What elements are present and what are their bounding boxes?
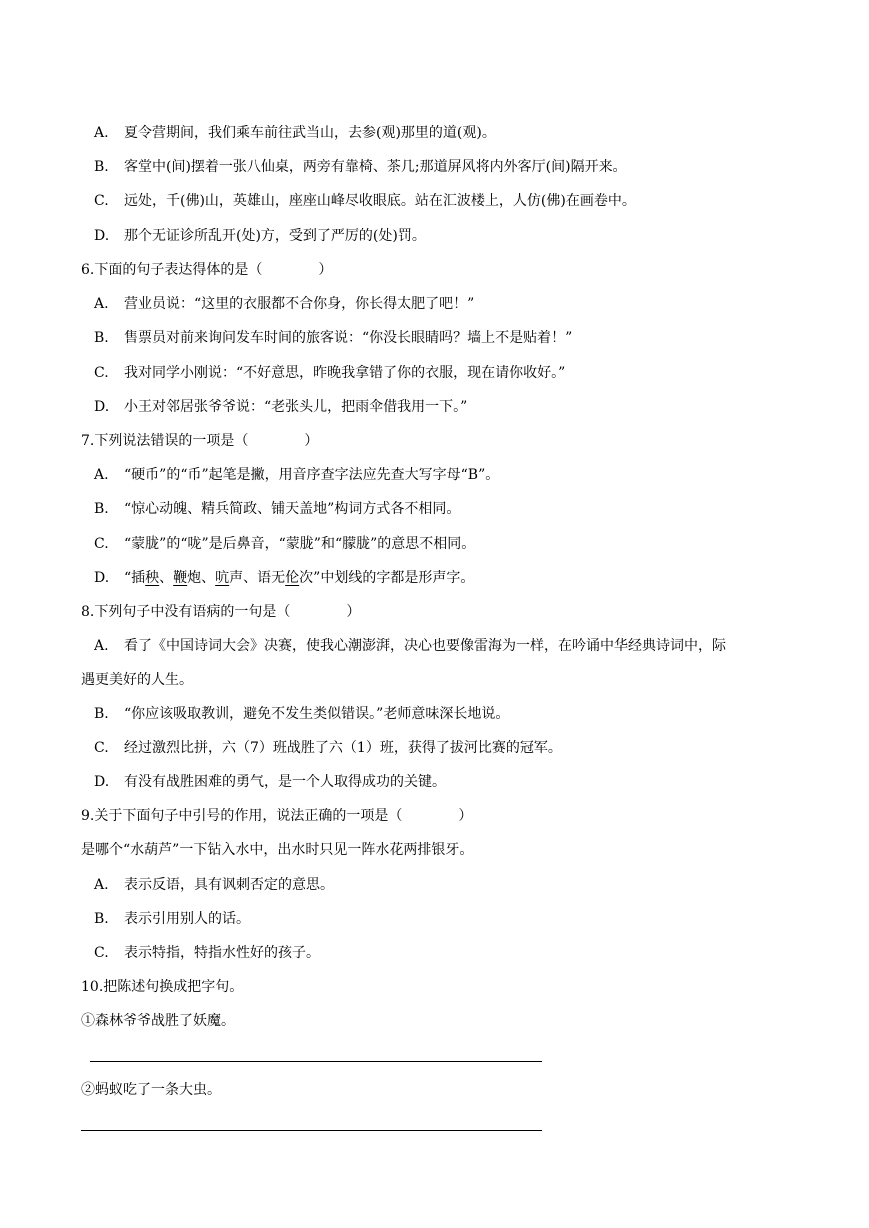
q5-option-a: A. 夏令营期间，我们乘车前往武当山，去参(观)那里的道(观)。 (94, 125, 496, 141)
underlined-char: 伦 (285, 570, 300, 586)
q7-option-b: B. “惊心动魄、精兵简政、铺天盖地”构词方式各不相同。 (94, 501, 461, 517)
q8-option-b: B. “你应该吸取教训，避免不发生类似错误。”老师意味深长地说。 (94, 706, 510, 722)
q6-stem: 6.下面的句子表达得体的是（ ） (81, 262, 333, 278)
q6-option-a: A. 营业员说：“这里的衣服都不合你身，你长得太肥了吧！” (94, 296, 475, 312)
q8-option-c: C. 经过激烈比拼，六（7）班战胜了六（1）班，获得了拔河比赛的冠军。 (94, 740, 562, 756)
q6-option-d: D. 小王对邻居张爷爷说：“老张头儿，把雨伞借我用一下。” (94, 399, 468, 415)
q7-stem: 7.下列说法错误的一项是（ ） (81, 433, 319, 449)
q5-option-b: B. 客堂中(间)摆着一张八仙桌，两旁有靠椅、茶几;那道屏风将内外客厅(间)隔开来。 (94, 159, 627, 175)
q8-option-a-continuation: 遇更美好的人生。 (81, 672, 193, 688)
q9-option-b: B. 表示引用别人的话。 (94, 911, 250, 927)
underlined-char: 秧 (145, 570, 160, 586)
q6-option-c: C. 我对同学小刚说：“不好意思，昨晚我拿错了你的衣服，现在请你收好。” (94, 365, 566, 381)
underlined-char: 吭 (215, 570, 230, 586)
answer-blank-1[interactable] (90, 1061, 542, 1062)
q9-option-c: C. 表示特指，特指水性好的孩子。 (94, 945, 320, 961)
q5-option-d: D. 那个无证诊所乱开(处)方，受到了严厉的(处)罚。 (94, 228, 426, 244)
q9-sentence: 是哪个“水葫芦”一下钻入水中，出水时只见一阵水花两排银牙。 (81, 842, 474, 858)
q5-option-c: C. 远处，千(佛)山，英雄山，座座山峰尽收眼底。站在汇波楼上，人仿(佛)在画卷中。 (94, 193, 636, 209)
q7-option-d: D. “插秧、鞭炮、吭声、语无伦次”中划线的字都是形声字。 (94, 570, 475, 586)
q10-item-2: ②蚂蚁吃了一条大虫。 (81, 1082, 221, 1098)
q10-item-1: ①森林爷爷战胜了妖魔。 (81, 1013, 235, 1029)
q9-stem: 9.关于下面句子中引号的作用，说法正确的一项是（ ） (81, 808, 473, 824)
q6-option-b: B. 售票员对前来询问发车时间的旅客说：“你没长眼睛吗？墙上不是贴着！” (94, 330, 573, 346)
q7-option-a: A. “硬币”的“币”起笔是撇，用音序查字法应先查大写字母“B”。 (94, 467, 500, 483)
q9-option-a: A. 表示反语，具有讽刺否定的意思。 (94, 877, 334, 893)
q8-stem: 8.下列句子中没有语病的一句是（ ） (81, 604, 361, 620)
q7-option-c: C. “蒙胧”的“咙”是后鼻音，“蒙胧”和“朦胧”的意思不相同。 (94, 536, 476, 552)
q8-option-a: A. 看了《中国诗词大会》决赛，使我心潮澎湃，决心也要像雷海为一样，在吟诵中华经典诗词中，际 (94, 638, 726, 654)
answer-blank-2[interactable] (81, 1130, 542, 1131)
underlined-char: 鞭 (173, 570, 188, 586)
q10-stem: 10.把陈述句换成把字句。 (81, 979, 244, 995)
q8-option-d: D. 有没有战胜困难的勇气，是一个人取得成功的关键。 (94, 774, 446, 790)
